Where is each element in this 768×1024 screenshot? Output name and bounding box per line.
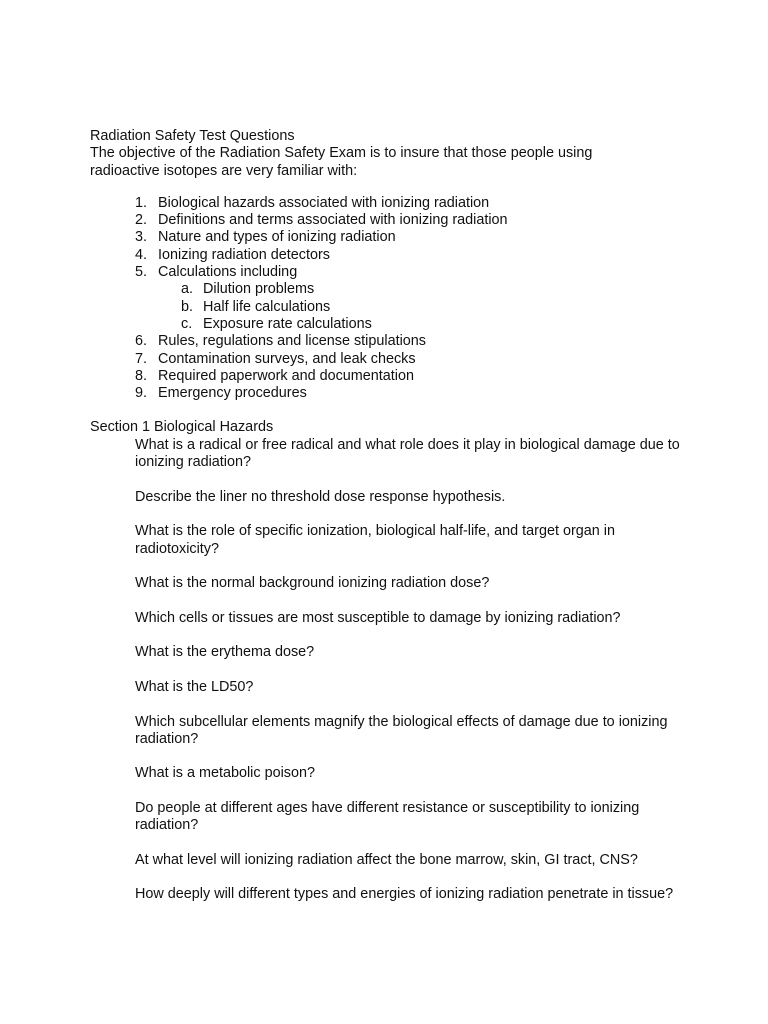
question: Which cells or tissues are most susceptible to damage by ionizing radiation? <box>135 609 621 626</box>
question: Describe the liner no threshold dose response hypothesis. <box>135 488 506 505</box>
item-text: Biological hazards associated with ionizing radiation <box>158 194 490 211</box>
question: At what level will ionizing radiation affect the bone marrow, skin, GI tract, CNS? <box>135 851 638 868</box>
item-number: 4. <box>135 246 148 263</box>
item-text: Rules, regulations and license stipulations <box>158 333 426 350</box>
item-text: Nature and types of ionizing radiation <box>158 229 396 246</box>
document-title: Radiation Safety Test Questions <box>90 128 295 144</box>
objective-item <box>90 247 690 264</box>
question: What is the erythema dose? <box>135 644 315 661</box>
item-number: 9. <box>135 385 148 402</box>
questions-list <box>90 437 680 904</box>
sub-item <box>90 299 690 316</box>
sub-item <box>90 281 690 298</box>
question: What is a metabolic poison? <box>135 765 315 782</box>
item-number: 8. <box>135 367 148 384</box>
question: Which subcellular elements magnify the biological effects of damage due to ionizing radiation? <box>135 713 668 747</box>
item-letter: a. <box>181 281 194 298</box>
question: Do people at different ages have different resistance or susceptibility to ionizing radiation? <box>135 799 640 834</box>
objective-item <box>90 333 690 350</box>
question: What is the role of specific ionization, biological half-life, and target organ in radiotoxicity? <box>135 523 615 557</box>
question: What is the LD50? <box>135 678 254 695</box>
sub-item <box>90 316 690 333</box>
objective-item <box>90 264 690 333</box>
section-heading: Section 1 Biological Hazards <box>90 419 274 436</box>
question: What is the normal background ionizing radiation dose? <box>135 575 490 592</box>
objectives-list <box>90 195 690 403</box>
item-number: 5. <box>135 264 148 281</box>
item-text: Half life calculations <box>203 298 331 315</box>
item-text: Exposure rate calculations <box>203 315 372 332</box>
objective-item <box>90 212 690 229</box>
question: What is a radical or free radical and what role does it play in biological damage due to ionizing radiation? <box>135 436 680 471</box>
intro-line-1: The objective of the Radiation Safety Exam is to insure that those people using <box>90 145 593 162</box>
item-text: Calculations including <box>158 264 298 281</box>
objective-item <box>90 385 690 402</box>
intro-line-2: radioactive isotopes are very familiar with: <box>90 162 358 179</box>
objective-item <box>90 195 690 212</box>
item-text: Contamination surveys, and leak checks <box>158 350 416 367</box>
item-text: Ionizing radiation detectors <box>158 246 330 263</box>
item-number: 3. <box>135 229 148 246</box>
objective-item <box>90 368 690 385</box>
objective-item <box>90 229 690 246</box>
question: How deeply will different types and energies of ionizing radiation penetrate in tissue? <box>135 886 674 903</box>
document-page <box>90 128 690 921</box>
item-number: 2. <box>135 212 148 229</box>
objective-item <box>90 351 690 368</box>
calculations-sublist <box>158 281 690 333</box>
item-text: Required paperwork and documentation <box>158 367 414 384</box>
item-number: 6. <box>135 333 148 350</box>
item-letter: b. <box>181 298 194 315</box>
item-number: 1. <box>135 194 148 211</box>
item-number: 7. <box>135 350 148 367</box>
item-text: Dilution problems <box>203 281 315 298</box>
item-text: Definitions and terms associated with ionizing radiation <box>158 212 508 229</box>
item-text: Emergency procedures <box>158 385 307 402</box>
item-letter: c. <box>181 315 193 332</box>
